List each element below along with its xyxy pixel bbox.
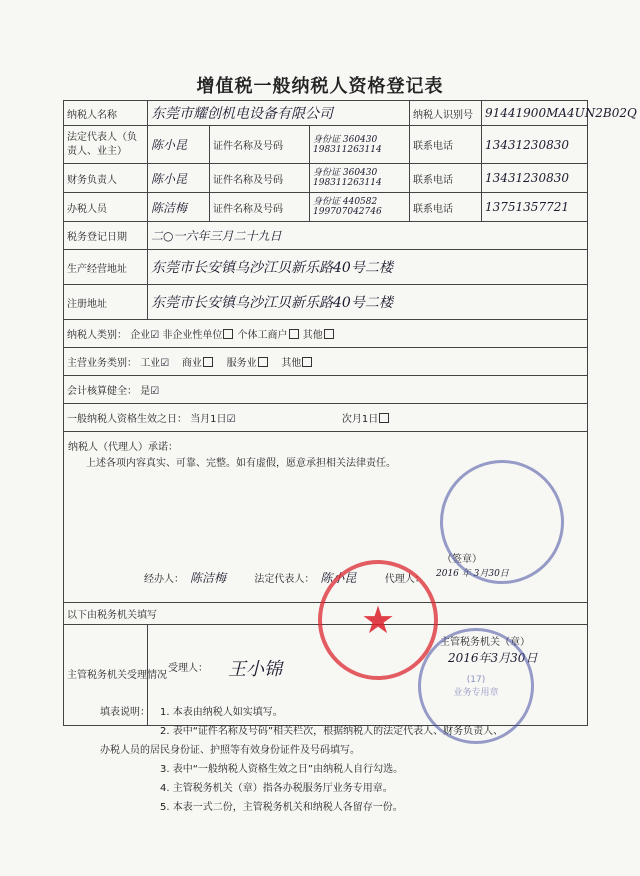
finance-head-cert-label: 证件名称及号码 — [210, 164, 310, 193]
effective-next-month-checkbox[interactable] — [379, 413, 389, 423]
row-tax-officer — [64, 193, 588, 222]
finance-head-phone: 13431230830 — [482, 164, 588, 193]
effective-current-month-checkbox[interactable]: ☑ — [226, 414, 236, 425]
finance-head-cert-line1: 身份证 360430 — [313, 168, 378, 178]
row-taxpayer-category — [64, 320, 588, 348]
taxpayer-category-label: 纳税人类别： — [67, 330, 127, 341]
note-item: 5. 本表一式二份，主管税务机关和纳税人各留存一份。 — [160, 802, 403, 813]
registration-date-label: 税务登记日期 — [64, 222, 148, 250]
note-item: 2. 表中“证件名称及号码”相关栏次，根据纳税人的法定代表人、财务负责人、 — [160, 726, 504, 737]
category-nonenterprise-checkbox[interactable] — [223, 329, 233, 339]
category-enterprise-label: 企业 — [130, 330, 151, 341]
category-enterprise-checkbox[interactable]: ☑ — [150, 330, 160, 341]
accounting-yes-checkbox[interactable]: ☑ — [150, 386, 160, 397]
category-individual-label: 个体工商户 — [237, 330, 288, 341]
legal-rep-phone: 13431230830 — [482, 126, 588, 164]
taxpayer-id-label: 纳税人识别号 — [410, 101, 482, 126]
taxpayer-category-cell — [64, 320, 588, 348]
tax-dept-label: 主管税务机关受理情况 — [64, 625, 148, 726]
tax-seal-label: 主管税务机关（章） — [440, 637, 530, 648]
promise-text: 上述各项内容真实、可靠、完整。如有虚假，愿意承担相关法律责任。 — [86, 458, 396, 469]
tax-seal-purpose: 业务专用章 — [453, 687, 499, 698]
promise-stamp-label: （签章） — [442, 554, 482, 565]
row-registration-date — [64, 222, 588, 250]
category-other-label: 其他 — [302, 330, 323, 341]
legal-rep-sig-label: 法定代表人： — [254, 574, 315, 585]
legal-rep-cert-line2: 198311263114 — [313, 144, 382, 155]
tax-officer-cert-label: 证件名称及号码 — [210, 193, 310, 222]
type-service-label: 服务业 — [226, 358, 257, 369]
legal-rep-cert-label: 证件名称及号码 — [210, 126, 310, 164]
accounting-cell — [64, 376, 588, 404]
promise-date: 2016 年 3月30日 — [436, 569, 509, 579]
type-other-label: 其他 — [281, 358, 302, 369]
note-item: 3. 表中“一般纳税人资格生效之日”由纳税人自行勾选。 — [160, 764, 404, 775]
tax-section-header: 以下由税务机关填写 — [64, 603, 588, 625]
receiver-signature: 王小锦 — [228, 659, 282, 680]
effective-date-label: 一般纳税人资格生效之日： — [67, 414, 187, 425]
category-other-checkbox[interactable] — [324, 329, 334, 339]
legal-rep-name: 陈小昆 — [148, 126, 210, 164]
type-industry-checkbox[interactable]: ☑ — [160, 358, 170, 369]
row-effective-date — [64, 404, 588, 432]
tax-officer-cert-value — [310, 193, 410, 222]
taxpayer-name-value: 东莞市耀创机电设备有限公司 — [148, 101, 410, 126]
registration-date-value: 二○一六年三月二十九日 — [148, 222, 588, 250]
finance-head-label: 财务负责人 — [64, 164, 148, 193]
category-nonenterprise-label: 非企业性单位 — [162, 330, 223, 341]
seal-star-icon: ★ — [360, 598, 396, 642]
handler-label: 经办人： — [144, 574, 184, 585]
row-business-type — [64, 348, 588, 376]
agent-label: 代理人： — [384, 574, 425, 585]
effective-date-cell — [64, 404, 588, 432]
business-type-label: 主营业务类别： — [67, 358, 137, 369]
tax-officer-cert-line1: 身份证 440582 — [313, 197, 378, 207]
type-other-checkbox[interactable] — [302, 357, 312, 367]
row-taxpayer-name — [64, 101, 588, 126]
tax-officer-label: 办税人员 — [64, 193, 148, 222]
finance-head-name: 陈小昆 — [148, 164, 210, 193]
business-type-cell — [64, 348, 588, 376]
form-title: 增值税一般纳税人资格登记表 — [196, 76, 444, 97]
promise-title: 纳税人（代理人）承诺： — [68, 442, 178, 453]
tax-officer-phone-label: 联系电话 — [410, 193, 482, 222]
row-legal-rep — [64, 126, 588, 164]
taxpayer-name-label: 纳税人名称 — [64, 101, 148, 126]
company-red-seal — [318, 560, 438, 680]
notes-label: 填表说明： — [100, 707, 150, 718]
type-commerce-label: 商业 — [181, 358, 202, 369]
receiver-label: 受理人： — [168, 663, 208, 674]
row-accounting — [64, 376, 588, 404]
business-address-value: 东莞市长安镇乌沙江贝新乐路40号二楼 — [148, 250, 588, 285]
legal-rep-label: 法定代表人（负责人、业主） — [64, 126, 148, 164]
note-item: 4. 主管税务机关（章）指各办税服务厅业务专用章。 — [160, 783, 393, 794]
business-address-label: 生产经营地址 — [64, 250, 148, 285]
accounting-yes-label: 是 — [140, 386, 151, 397]
tax-seal-number: (17) — [466, 674, 486, 685]
legal-rep-cert-value — [310, 126, 410, 164]
tax-officer-name: 陈洁梅 — [148, 193, 210, 222]
registered-address-label: 注册地址 — [64, 285, 148, 320]
finance-head-cert-value — [310, 164, 410, 193]
finance-head-cert-line2: 198311263114 — [313, 178, 382, 188]
type-industry-label: 工业 — [140, 358, 161, 369]
type-service-checkbox[interactable] — [258, 357, 268, 367]
taxpayer-id-value: 91441900MA4UN2B02Q — [482, 101, 588, 126]
effective-next-month-label: 次月1日 — [341, 414, 379, 425]
note-item: 办税人员的居民身份证、护照等有效身份证件及号码填写。 — [100, 745, 360, 756]
accounting-label: 会计核算健全： — [67, 386, 137, 397]
legal-rep-cert-line1: 身份证 360430 — [313, 134, 378, 145]
row-finance-head — [64, 164, 588, 193]
finance-head-phone-label: 联系电话 — [410, 164, 482, 193]
tax-date: 2016年3月30日 — [448, 651, 538, 665]
handler-signature: 陈洁梅 — [190, 571, 227, 585]
category-individual-checkbox[interactable] — [289, 329, 299, 339]
tax-officer-cert-line2: 199707042746 — [313, 207, 382, 217]
legal-rep-phone-label: 联系电话 — [410, 126, 482, 164]
effective-current-month-label: 当月1日 — [190, 414, 227, 425]
type-commerce-checkbox[interactable] — [203, 357, 213, 367]
legal-rep-signature: 陈小昆 — [320, 571, 357, 585]
tax-officer-phone: 13751357721 — [482, 193, 588, 222]
registered-address-value: 东莞市长安镇乌沙江贝新乐路40号二楼 — [148, 285, 588, 320]
row-registered-address — [64, 285, 588, 320]
row-business-address — [64, 250, 588, 285]
note-item: 1. 本表由纳税人如实填写。 — [160, 707, 283, 718]
